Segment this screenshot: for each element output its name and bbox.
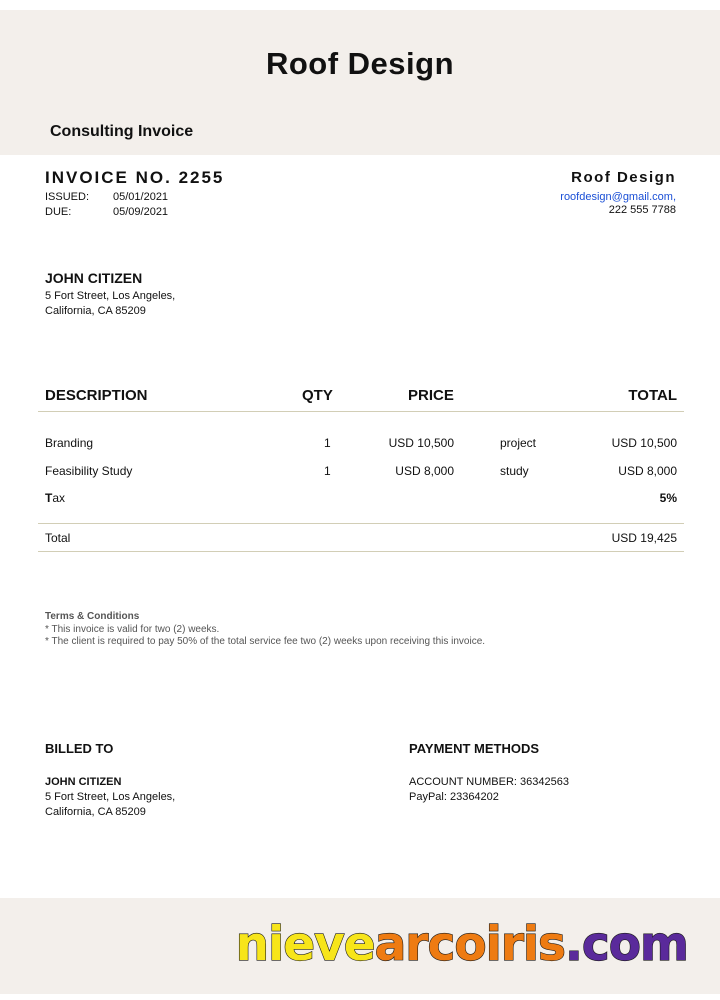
client-name: JOHN CITIZEN [45,270,143,286]
row-description: Feasibility Study [45,464,133,478]
terms-conditions [45,611,485,649]
footer-band [0,898,720,994]
billed-to-title: BILLED TO [45,741,114,756]
company-phone: 222 555 7788 [608,204,676,216]
billed-to-address-line2: California, CA 85209 [45,806,146,818]
invoice-page [0,10,720,994]
terms-line: * The client is required to pay 50% of the total service fee two (2) weeks upon receiving this invoice. [45,636,486,647]
company-info [560,169,676,216]
due-label: DUE: [45,206,72,218]
total-row [38,523,684,552]
client-address [45,289,175,319]
row-price: USD 10,500 [388,436,454,450]
billed-to-name: JOHN CITIZEN [45,776,122,788]
paypal-id: PayPal: 23364202 [409,791,499,803]
items-table-header [38,378,684,412]
header-total: TOTAL [628,387,677,404]
terms-line: * This invoice is valid for two (2) weeks. [45,623,220,635]
tax-label-initial: T [45,491,53,505]
terms-title: Terms & Conditions [45,611,140,622]
due-date: 05/09/2021 [113,206,169,218]
invoice-number: INVOICE NO. 2255 [45,168,225,187]
table-row [38,436,684,454]
tax-row [38,491,684,509]
payment-methods-title: PAYMENT METHODS [409,741,540,756]
invoice-dates [45,190,168,220]
row-description: Branding [45,436,94,450]
brand-title: Roof Design [265,46,455,81]
row-unit: project [500,436,537,450]
client-address-line2: California, CA 85209 [45,305,146,317]
payment-methods-section [409,741,569,805]
billed-to-body [45,775,175,820]
tax-label [45,491,65,505]
watermark-part-1: nieve [235,917,375,972]
header-qty: QTY [302,387,333,404]
row-total: USD 10,500 [611,436,677,450]
payment-methods-body [409,775,569,805]
watermark-part-2: arcoiris [374,917,566,972]
tax-label-rest: ax [52,491,66,505]
issued-date: 05/01/2021 [113,191,169,203]
table-row [38,464,684,482]
watermark-part-3: .com [565,917,688,972]
header-band [0,10,720,155]
issued-label: ISSUED: [45,191,90,203]
header-price: PRICE [408,387,454,404]
row-total: USD 8,000 [618,464,677,478]
client-block [45,270,175,319]
document-subtitle: Consulting Invoice [50,123,194,140]
total-value: USD 19,425 [611,531,677,545]
watermark-logo [236,917,688,972]
row-price: USD 8,000 [395,464,454,478]
billed-to-section [45,741,175,820]
client-address-line1: 5 Fort Street, Los Angeles, [45,290,176,302]
account-number: ACCOUNT NUMBER: 36342563 [409,776,569,788]
row-unit: study [500,464,529,478]
company-name: Roof Design [571,169,676,186]
header-description: DESCRIPTION [45,387,148,404]
row-qty: 1 [324,464,331,478]
row-qty: 1 [324,436,331,450]
tax-value: 5% [659,491,677,505]
company-email-link[interactable]: roofdesign@gmail.com, [560,191,676,203]
billed-to-address-line1: 5 Fort Street, Los Angeles, [45,791,176,803]
total-label: Total [45,531,71,545]
